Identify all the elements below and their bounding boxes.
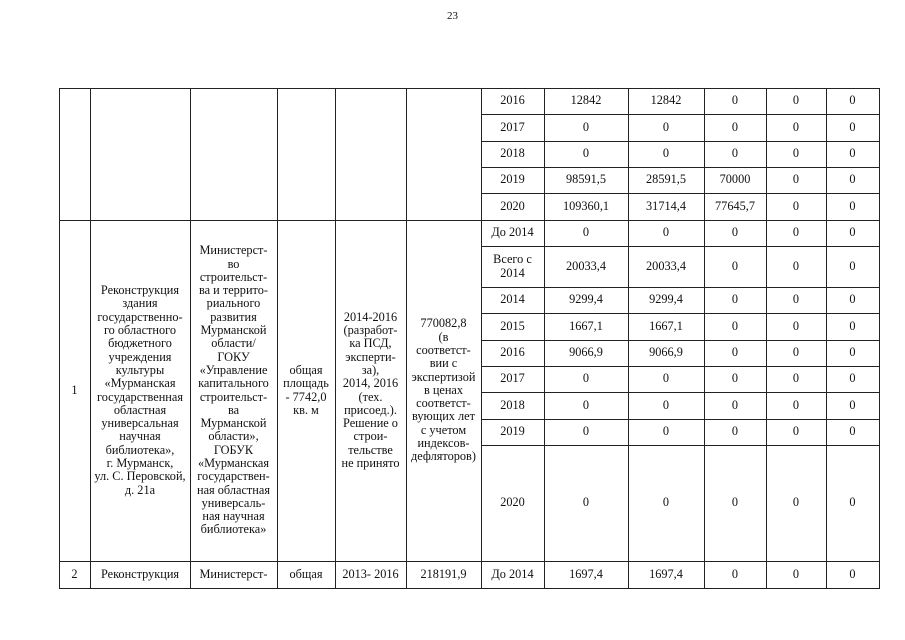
- table-cell-other: 0: [849, 397, 856, 412]
- table-hline: [59, 588, 880, 589]
- table-cell-fed: 0: [662, 424, 670, 439]
- table-cell-total: 1667,1: [569, 318, 603, 333]
- table-cell-total: 20033,4: [566, 258, 606, 273]
- table-vline: [879, 88, 880, 589]
- table-cell-total: 0: [582, 397, 590, 412]
- table-cell-reg: 77645,7: [715, 198, 755, 213]
- table-cell-mun: 0: [792, 371, 800, 386]
- table-cell-mun: 0: [792, 292, 800, 307]
- table-cell-fed: 20033,4: [646, 258, 686, 273]
- table-cell-year: 2020: [500, 198, 525, 213]
- table-cell-reg: 0: [731, 93, 739, 108]
- project-customer: Министерст- во строительст- ва и террито- риального развития Мурманской области/ ГОКУ «Управление капитального строительст- ва Мурманской области», ГОБУК «Мурманская государствен- ная областная универсаль- ная научная библиотека»: [197, 243, 270, 537]
- table-cell-other: 0: [849, 146, 856, 161]
- table-cell-year: 2019: [500, 424, 525, 439]
- table-cell-other: 0: [849, 566, 856, 581]
- project-name: Реконструкция здания государственно- го областного бюджетного учреждения культуры «Мурманская государственная областная универсальная научная библиотека», г. Мурманск, ул. С. Перовской, д. 21а: [94, 283, 186, 497]
- table-cell-mun: 0: [792, 424, 800, 439]
- table-cell-total: 9299,4: [569, 292, 603, 307]
- table-cell-reg: 0: [731, 318, 739, 333]
- table-cell-fed: 0: [662, 119, 670, 134]
- project-capacity: общая: [289, 566, 323, 581]
- table-cell-mun: 0: [792, 318, 800, 333]
- table-cell-year: До 2014: [491, 225, 534, 240]
- table-cell-fed: 0: [662, 225, 670, 240]
- table-cell-fed: 12842: [650, 93, 682, 108]
- page-number: 23: [447, 10, 458, 22]
- project-name: Реконструкция: [100, 566, 180, 581]
- table-cell-mun: 0: [792, 198, 800, 213]
- table-cell-mun: 0: [792, 397, 800, 412]
- table-cell-other: 0: [849, 345, 856, 360]
- project-customer: Министерст-: [199, 566, 268, 581]
- table-cell-other: 0: [849, 495, 856, 510]
- table-cell-reg: 0: [731, 146, 739, 161]
- table-cell-year: 2014: [500, 292, 525, 307]
- table-cell-other: 0: [849, 93, 856, 108]
- table-cell-reg: 0: [731, 119, 739, 134]
- table-cell-total: 12842: [570, 93, 602, 108]
- table-cell-total: 0: [582, 119, 590, 134]
- table-cell-year: 2017: [500, 119, 525, 134]
- project-number: 1: [71, 382, 78, 397]
- table-cell-total: 109360,1: [562, 198, 610, 213]
- table-cell-year: 2017: [500, 371, 525, 386]
- table-cell-fed: 28591,5: [646, 172, 686, 187]
- table-cell-total: 1697,4: [569, 566, 603, 581]
- table-cell-year: 2020: [500, 495, 525, 510]
- table-cell-total: 0: [582, 495, 590, 510]
- table-cell-other: 0: [849, 424, 856, 439]
- project-capacity: общая площадь - 7742,0 кв. м: [283, 362, 329, 417]
- table-cell-fed: 9299,4: [649, 292, 683, 307]
- table-cell-mun: 0: [792, 225, 800, 240]
- table-cell-fed: 0: [662, 146, 670, 161]
- table-cell-mun: 0: [792, 146, 800, 161]
- table-cell-year: До 2014: [491, 566, 534, 581]
- table-cell-reg: 0: [731, 345, 739, 360]
- table-cell-mun: 0: [792, 93, 800, 108]
- table-cell-mun: 0: [792, 566, 800, 581]
- table-cell-other: 0: [849, 225, 856, 240]
- project-period: 2013- 2016: [342, 566, 399, 581]
- table-cell-mun: 0: [792, 345, 800, 360]
- table-cell-total: 0: [582, 146, 590, 161]
- table-cell-year: 2018: [500, 397, 525, 412]
- table-cell-other: 0: [849, 371, 856, 386]
- table-cell-reg: 0: [731, 397, 739, 412]
- table-cell-reg: 0: [731, 225, 739, 240]
- table-cell-total: 0: [582, 424, 590, 439]
- table-cell-reg: 0: [731, 566, 739, 581]
- table-cell-year: Всего с 2014: [493, 252, 532, 280]
- table-cell-other: 0: [849, 292, 856, 307]
- project-cost: 218191,9: [420, 566, 467, 581]
- table-cell-reg: 70000: [719, 172, 751, 187]
- table-cell-reg: 0: [731, 495, 739, 510]
- table-cell-total: 0: [582, 225, 590, 240]
- table-cell-year: 2015: [500, 318, 525, 333]
- table-cell-other: 0: [849, 172, 856, 187]
- table-cell-total: 9066,9: [569, 345, 603, 360]
- table-cell-fed: 31714,4: [646, 198, 686, 213]
- project-number: 2: [71, 566, 78, 581]
- table-cell-fed: 1667,1: [649, 318, 683, 333]
- table-cell-year: 2016: [500, 345, 525, 360]
- table-cell-reg: 0: [731, 424, 739, 439]
- table-cell-reg: 0: [731, 292, 739, 307]
- table-cell-other: 0: [849, 198, 856, 213]
- table-cell-year: 2018: [500, 146, 525, 161]
- project-cost: 770082,8 (в соответст- вии с экспертизой в ценах соответст- вующих лет с учетом индексов- дефляторов): [411, 316, 476, 464]
- table-cell-fed: 0: [662, 495, 670, 510]
- table-cell-total: 98591,5: [566, 172, 606, 187]
- table-cell-year: 2019: [500, 172, 525, 187]
- table-cell-mun: 0: [792, 119, 800, 134]
- table-cell-other: 0: [849, 318, 856, 333]
- table-cell-mun: 0: [792, 495, 800, 510]
- table-cell-fed: 0: [662, 397, 670, 412]
- table-cell-mun: 0: [792, 172, 800, 187]
- table-cell-reg: 0: [731, 258, 739, 273]
- table-cell-mun: 0: [792, 258, 800, 273]
- table-cell-total: 0: [582, 371, 590, 386]
- table-cell-other: 0: [849, 119, 856, 134]
- table-cell-fed: 1697,4: [649, 566, 683, 581]
- table-cell-fed: 9066,9: [649, 345, 683, 360]
- project-period: 2014-2016 (разработ- ка ПСД, эксперти- за), 2014, 2016 (тех. присоед.). Решение о строи- тельстве не принято: [341, 309, 400, 470]
- table-cell-year: 2016: [500, 93, 525, 108]
- table-cell-reg: 0: [731, 371, 739, 386]
- table-cell-other: 0: [849, 258, 856, 273]
- table-cell-fed: 0: [662, 371, 670, 386]
